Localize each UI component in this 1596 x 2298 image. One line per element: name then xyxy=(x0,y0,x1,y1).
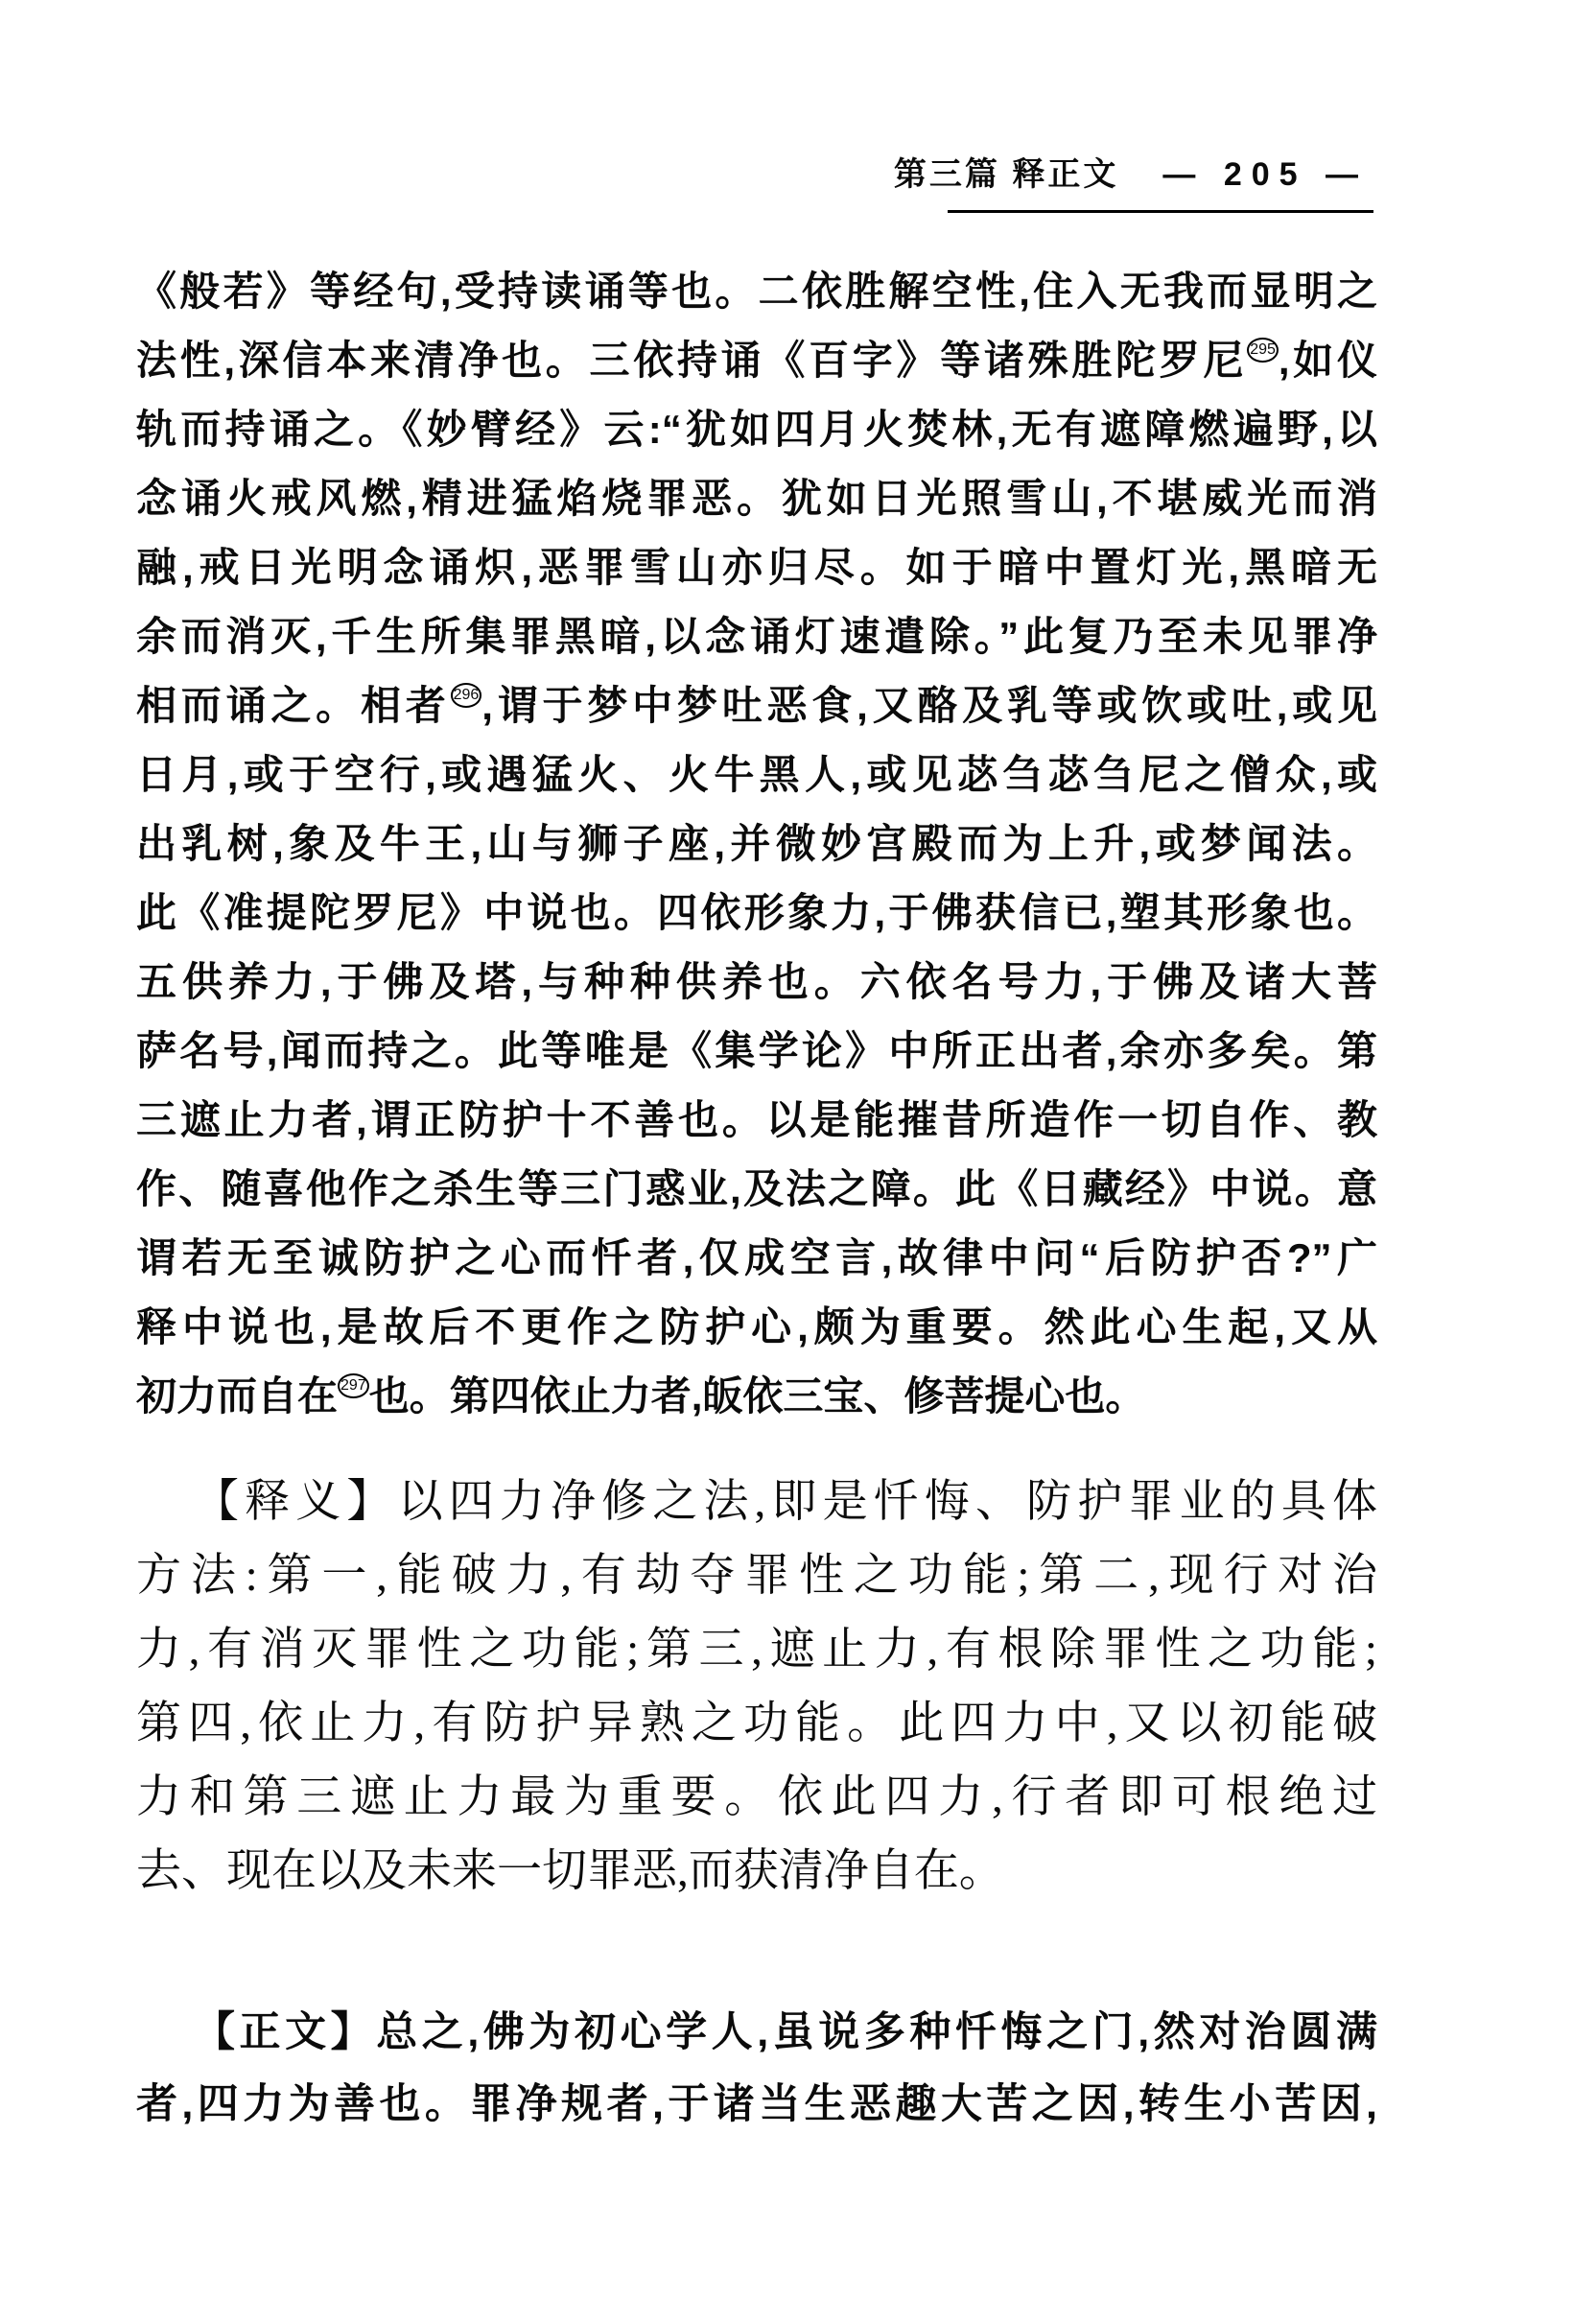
text-line: 此《准提陀罗尼》中说也。四依形象力,于佛获信已,塑其形象也。 xyxy=(136,890,1377,935)
footnote-ref: 297 xyxy=(338,1373,369,1398)
text-line: 《般若》等经句,受持读诵等也。二依胜解空性,住入无我而显明之 xyxy=(136,269,1377,314)
text-line: 三遮止力者,谓正防护十不善也。以是能摧昔所造作一切自作、教 xyxy=(136,1097,1377,1142)
paragraph-p1 xyxy=(136,257,1377,1431)
text-line: 融,戒日光明念诵炽,恶罪雪山亦归尽。如于暗中置灯光,黑暗无 xyxy=(136,545,1377,590)
text-line: 【释义】以四力净修之法,即是忏悔、防护罪业的具体 xyxy=(194,1477,1377,1527)
text-line: 【正文】总之,佛为初心学人,虽说多种忏悔之门,然对治圆满 xyxy=(194,2009,1377,2055)
text-line: 念诵火戒风燃,精进猛焰烧罪恶。犹如日光照雪山,不堪威光而消 xyxy=(136,476,1377,521)
text-line: 作、随喜他作之杀生等三门惑业,及法之障。此《日藏经》中说。意 xyxy=(136,1166,1377,1211)
text-line: 力,有消灭罪性之功能;第三,遮止力,有根除罪性之功能; xyxy=(136,1625,1377,1675)
page-number: — 205 — xyxy=(1162,156,1368,193)
paragraph-p2 xyxy=(136,1466,1377,1909)
chapter-title: 第三篇 释正文 xyxy=(893,156,1119,193)
text-line: 法性,深信本来清净也。三依持诵《百字》等诸殊胜陀罗尼 $^{295}$,如仪 xyxy=(136,338,1378,383)
text-line: 者,四力为善也。罪净规者,于诸当生恶趣大苦之因,转生小苦因, xyxy=(136,2081,1377,2127)
paragraph-p3 xyxy=(136,1997,1377,2141)
header-rule xyxy=(948,210,1373,213)
text-line: 余而消灭,千生所集罪黑暗,以念诵灯速遣除。”此复乃至未见罪净 xyxy=(136,614,1377,659)
text-line: 方法:第一,能破力,有劫夺罪性之功能;第二,现行对治 xyxy=(136,1551,1377,1601)
text-line: 萨名号,闻而持之。此等唯是《集学论》中所正出者,余亦多矣。第 xyxy=(136,1028,1377,1073)
page-header xyxy=(894,148,1368,195)
text-line: 日月,或于空行,或遇猛火、火牛黑人,或见苾刍苾刍尼之僧众,或 xyxy=(136,752,1377,797)
text-line: 力和第三遮止力最为重要。依此四力,行者即可根绝过 xyxy=(136,1772,1377,1822)
text-line: 去、现在以及未来一切罪恶,而获清净自在。 xyxy=(136,1846,1004,1896)
text-line: 初力而自在 $^{297}$也。第四依止力者,皈依三宝、修菩提心也。 xyxy=(136,1373,1146,1419)
footnote-ref: 295 xyxy=(1247,338,1279,363)
text-line: 五供养力,于佛及塔,与种种供养也。六依名号力,于佛及诸大菩 xyxy=(136,959,1377,1004)
text-line: 出乳树,象及牛王,山与狮子座,并微妙宫殿而为上升,或梦闻法。 xyxy=(136,821,1377,866)
text-line: 轨而持诵之。《妙臂经》云:“犹如四月火焚林,无有遮障燃遍野,以 xyxy=(136,407,1377,452)
text-block xyxy=(136,257,1377,2141)
text-line: 释中说也,是故后不更作之防护心,颇为重要。然此心生起,又从 xyxy=(136,1304,1377,1349)
footnote-ref: 296 xyxy=(451,683,482,708)
text-line: 谓若无至诚防护之心而忏者,仅成空言,故律中问“后防护否?”广 xyxy=(136,1235,1377,1280)
text-line: 相而诵之。相者 $^{296}$,谓于梦中梦吐恶食,又酪及乳等或饮或吐,或见 xyxy=(136,683,1377,728)
text-line: 第四,依止力,有防护异熟之功能。此四力中,又以初能破 xyxy=(136,1699,1377,1748)
